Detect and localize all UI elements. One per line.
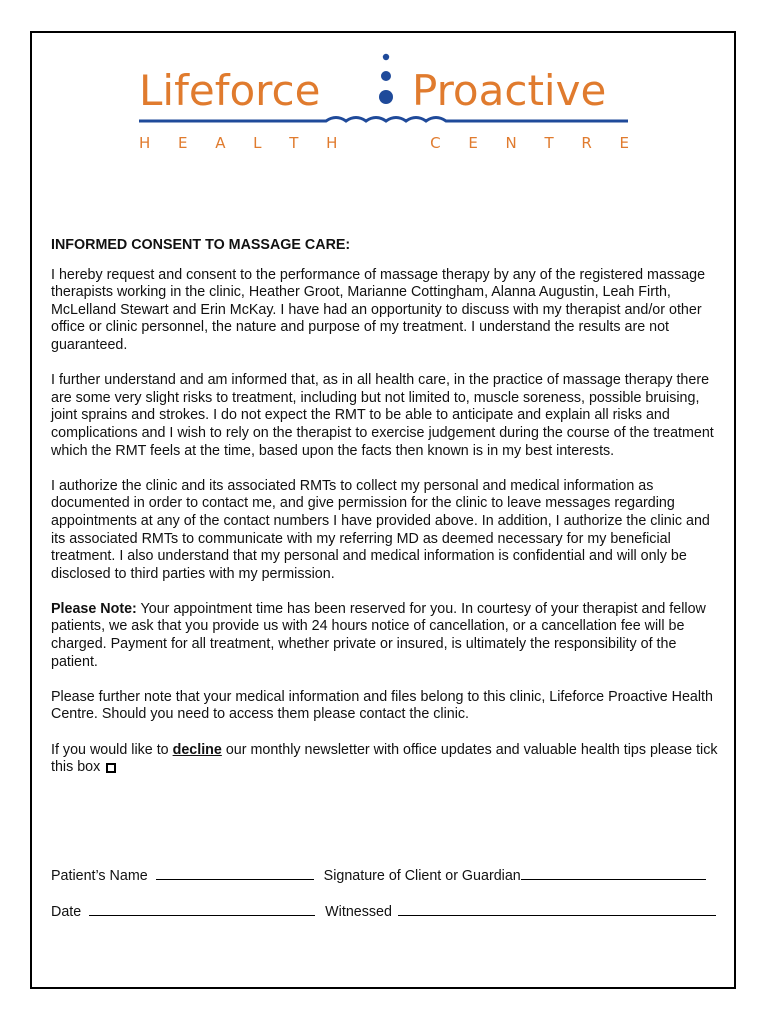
newsletter-paragraph: [51, 742, 723, 777]
logo-name-left: Lifeforce: [139, 66, 321, 115]
signature-label: Signature of Client or Guardian: [323, 868, 521, 884]
logo-name-right: Proactive: [412, 66, 607, 115]
note-text: Your appointment time has been reserved for you. In courtesy of your therapist and fellow patients, we ask that you provide us with 24 hours notice of cancellation, or a cancellation fee will be charged. Payment for all treatment, whether private or insured, is ultimately the responsibility of the patient.: [51, 600, 706, 670]
risks-paragraph: I further understand and am informed that, as in all health care, in the practice of massage therapy there are some very slight risks to treatment, including but not limited to, muscle soreness, possible bruising, joint sprains and strokes. I do not expect the RMT to be able to anticipate and explain all risks and complications and I wish to rely on the therapist to exercise judgement during the course of the treatment which the RMT feels at the time, based upon the facts then known is in my best interests.: [51, 372, 714, 459]
consent-form-body: [51, 237, 723, 794]
witness-field[interactable]: [398, 901, 716, 916]
patient-name-field[interactable]: [156, 865, 314, 880]
newsletter-text-before: If you would like to: [51, 741, 173, 758]
note-label: Please Note:: [51, 600, 137, 617]
signature-field[interactable]: [521, 865, 706, 880]
decline-text: decline: [172, 741, 222, 758]
witnessed-label: Witnessed: [325, 904, 392, 920]
logo-dot-bottom: [379, 90, 393, 104]
signature-row-1: [51, 865, 706, 885]
signature-row-2: [51, 901, 716, 921]
consent-paragraph: I hereby request and consent to the performance of massage therapy by any of the registered massage therapists working in the clinic, Heather Groot, Marianne Cottingham, Alanna Augustin, Leah Firth, McLelland Stewart and Erin McKay. I have had an opportunity to discuss with my therapist and/or other office or clinic personnel, the nature and purpose of my treatment. I understand the results are not guaranteed.: [51, 266, 706, 353]
logo-wave-line: [139, 118, 628, 122]
clinic-logo: [0, 0, 770, 160]
newsletter-decline-checkbox[interactable]: [106, 763, 116, 773]
logo-subtitle: H E A L T H C E N T R E: [139, 134, 629, 152]
privacy-paragraph: I authorize the clinic and its associated RMTs to collect my personal and medical information as documented in order to contact me, and give permission for the clinic to leave messages regarding appointments at any of the contact numbers I have provided above. In addition, I authorize the clinic and its associated RMTs to communicate with my referring MD as deemed necessary for my beneficial treatment. I also understand that my personal and medical information is confidential and will only be disclosed to third parties with my permission.: [51, 477, 710, 582]
date-label: Date: [51, 904, 82, 920]
logo-graphic: [0, 0, 770, 160]
date-field[interactable]: [89, 901, 315, 916]
form-title: INFORMED CONSENT TO MASSAGE CARE:: [51, 237, 351, 253]
logo-dot-middle: [381, 71, 391, 81]
logo-dot-top: [383, 54, 389, 60]
cancellation-note: [51, 601, 723, 671]
records-paragraph: Please further note that your medical information and files belong to this clinic, Lifeforce Proactive Health Centre. Should you need to access them please contact the clinic.: [51, 688, 713, 723]
patient-name-label: Patient’s Name: [51, 868, 148, 884]
newsletter-text-after: our monthly newsletter with office updates and valuable health tips please tick this box: [51, 741, 718, 776]
